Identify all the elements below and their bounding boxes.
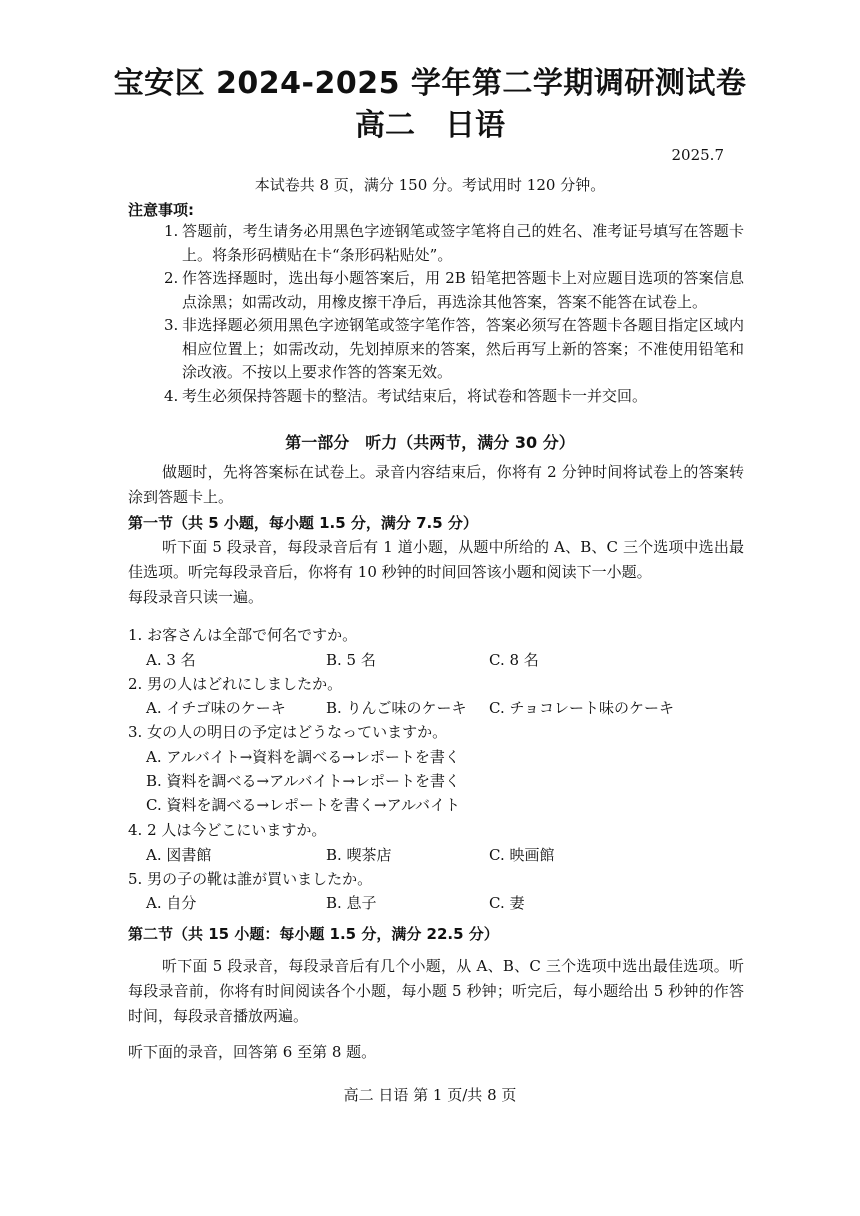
notice-number: 2.: [164, 269, 179, 287]
question-option: A. 図書館: [146, 846, 212, 864]
question-stem: 3. 女の人の明日の予定はどうなっていますか。: [128, 723, 448, 741]
exam-title: 宝安区 2024-2025 学年第二学期调研测试卷: [113, 66, 747, 101]
page-footer: 高二 日语 第 1 页/共 8 页: [343, 1086, 517, 1104]
notice-text: 非选择题必须用黑色字迹钢笔或签字笔作答，答案必须写在答题卡各题目指定区域内相应位置上；如需改动，先划掉原来的答案，然后再写上新的答案；不准使用铅笔和涂改液。不按以上要求作答的答案无效。: [182, 316, 744, 381]
question-option: A. 自分: [146, 894, 197, 912]
part1-title: 第一部分 听力（共两节，满分 30 分）: [285, 433, 575, 452]
notice-number: 1.: [164, 222, 179, 240]
question-stem: 2. 男の人はどれにしましたか。: [128, 675, 343, 693]
question-option: B. 喫茶店: [326, 846, 392, 864]
section1-instruction-note: 每段录音只读一遍。: [128, 588, 264, 606]
exam-subject: 高二 日语: [355, 108, 505, 143]
notice-item: [164, 267, 744, 314]
question-option: A. アルバイト→資料を調べる→レポートを書く: [146, 748, 460, 766]
notice-text: 答题前，考生请务必用黑色字迹钢笔或签字笔将自己的姓名、准考证号填写在答题卡上。将条形码横贴在卡“条形码粘贴处”。: [182, 222, 744, 264]
notice-text: 作答选择题时，选出每小题答案后，用 2B 铅笔把答题卡上对应题目选项的答案信息点涂黑；如需改动，用橡皮擦干净后，再选涂其他答案，答案不能答在试卷上。: [182, 269, 744, 311]
notice-item: [164, 385, 744, 409]
question-option: B. 5 名: [326, 651, 376, 669]
notice-item: [164, 220, 744, 267]
notice-item: [164, 314, 744, 385]
exam-intro: 本试卷共 8 页，满分 150 分。考试用时 120 分钟。: [254, 176, 606, 194]
question-stem: 5. 男の子の靴は誰が買いましたか。: [128, 870, 373, 888]
question-option: B. 息子: [326, 894, 377, 912]
question-option: C. チョコレート味のケーキ: [489, 699, 675, 717]
section2-prompt: 听下面的录音，回答第 6 至第 8 题。: [128, 1043, 377, 1061]
section1-title: 第一节（共 5 小题，每小题 1.5 分，满分 7.5 分）: [128, 514, 478, 532]
question-option: B. 資料を調べる→アルバイト→レポートを書く: [146, 772, 461, 790]
question-option: A. イチゴ味のケーキ: [146, 699, 286, 717]
question-option: A. 3 名: [146, 651, 196, 669]
question-stem: 4. 2 人は今どこにいますか。: [128, 821, 327, 839]
notice-title: 注意事项:: [128, 201, 194, 219]
notice-number: 4.: [164, 386, 179, 405]
notice-text: 考生必须保持答题卡的整洁。考试结束后，将试卷和答题卡一并交回。: [182, 386, 648, 405]
notice-number: 3.: [164, 316, 179, 334]
section2-instruction: 听下面 5 段录音，每段录音后有几个小题，从 A、B、C 三个选项中选出最佳选项。听每段录音前，你将有时间阅读各个小题，每小题 5 秒钟；听完后，每小题给出 5 秒钟的作答时间，每段录音播放两遍。: [128, 957, 744, 1025]
question-option: B. りんご味のケーキ: [326, 699, 467, 717]
question-option: C. 映画館: [489, 846, 555, 864]
section2-title: 第二节（共 15 小题：每小题 1.5 分，满分 22.5 分）: [128, 925, 499, 943]
notice-list: [164, 220, 744, 408]
question-option: C. 資料を調べる→レポートを書く→アルバイト: [146, 796, 460, 814]
question-stem: 1. お客さんは全部で何名ですか。: [128, 626, 358, 644]
section1-instruction: 听下面 5 段录音，每段录音后有 1 道小题，从题中所给的 A、B、C 三个选项中选出最佳选项。听完每段录音后，你将有 10 秒钟的时间回答该小题和阅读下一小题。: [128, 538, 744, 581]
question-option: C. 妻: [489, 894, 525, 912]
part1-instruction: 做题时，先将答案标在试卷上。录音内容结束后，你将有 2 分钟时间将试卷上的答案转涂到答题卡上。: [128, 463, 744, 506]
question-option: C. 8 名: [489, 651, 539, 669]
exam-date: 2025.7: [671, 146, 724, 164]
